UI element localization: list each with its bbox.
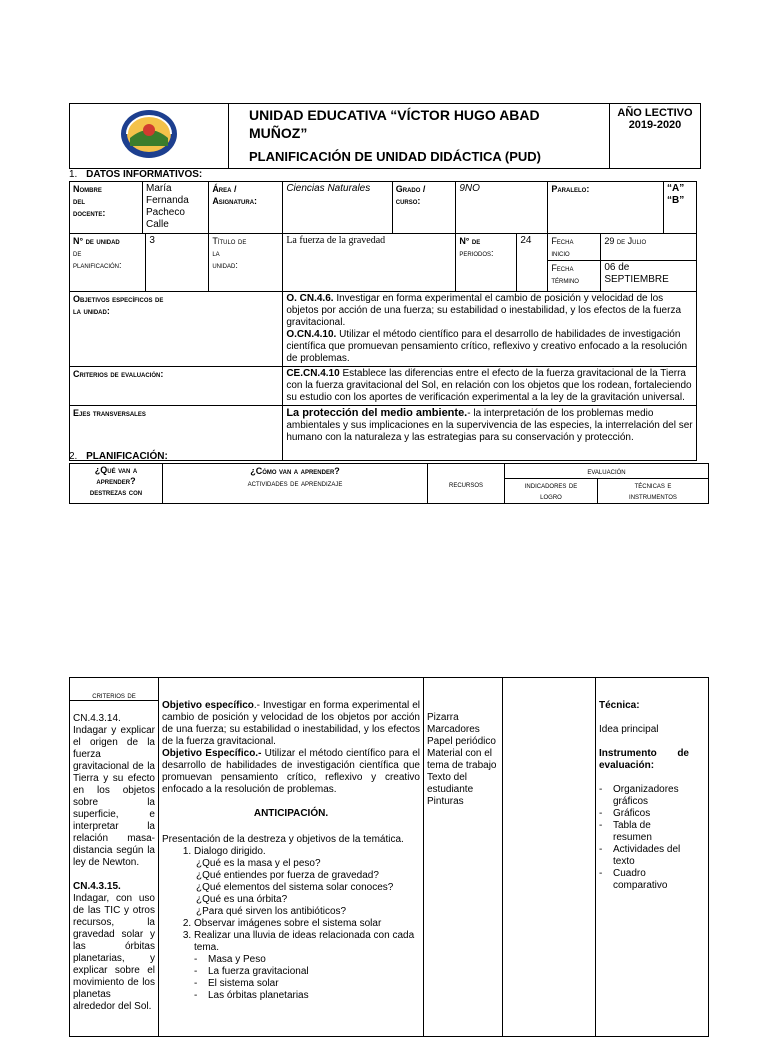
step-1: 1. Dialogo dirigido. ¿Qué es la masa y el peso? ¿Qué entiendes por fuerza de gravedad? ¿Qué elementos del sistema solar conoces? ¿Qué es una órbita? ¿Para qué sirven los antibióticos? — [194, 846, 420, 918]
instrument-label: Instrumento de evaluación: — [599, 748, 689, 771]
resources-cell: Pizarra Marcadores Papel periódico Material con el tema de trabajo Texto del estudiante Pinturas — [424, 678, 503, 1037]
school-logo-icon — [118, 108, 180, 160]
area-label: Área / Asignatura: — [209, 182, 283, 234]
topic-item: - Masa y Peso — [194, 954, 420, 966]
objective1-text: .- Investigar en forma experimental el cambio de posición y velocidad de los objetos por acción de una fuerza; su estabilidad o inestabilidad, y los efectos de la fuerza gravitacional. — [162, 700, 420, 747]
instrument-item: - Tabla de resumen — [599, 820, 689, 844]
skill2-text: Indagar, con uso de las TIC y otros recursos, la gravedad solar y las órbitas planetarias, y explicar sobre el movimiento de los planetas alrededor del Sol. — [73, 893, 155, 1012]
end-label: Fecha término — [548, 261, 601, 291]
steps-list — [162, 846, 420, 1002]
document-title: PLANIFICACIÓN DE UNIDAD DIDÁCTICA (PUD) — [249, 149, 542, 164]
indicators-cell — [503, 678, 596, 1037]
question-item: ¿Qué entiendes por fuerza de gravedad? — [196, 870, 379, 881]
question-item: ¿Qué es la masa y el peso? — [196, 858, 321, 869]
periods-value: 24 — [517, 234, 548, 292]
technique-label: Técnica: — [599, 700, 640, 711]
logo-cell — [70, 104, 229, 169]
skills-cell — [70, 678, 159, 1037]
grade-value: 9NO — [456, 182, 548, 234]
section2-title: 2. PLANIFICACIÓN: — [69, 451, 168, 462]
end-value: 06 de SEPTIEMBRE — [604, 262, 669, 285]
instrument-item: - Gráficos — [599, 808, 689, 820]
activities-table — [69, 677, 709, 1037]
axes-value: La protección del medio ambiente.- la interpretación de los problemas medio ambientales y sus implicaciones en la supervivencia de las especies, la interrelación del ser humano con la naturaleza y las estrategias para su conservación y protección. — [283, 406, 697, 461]
objectives-label: Objetivos específicos de la unidad: — [70, 292, 283, 367]
objective2-label: Objetivo Específico.- — [162, 748, 262, 759]
section1-title: 1. DATOS INFORMATIVOS: — [69, 169, 203, 180]
question-item: ¿Qué es una órbita? — [196, 894, 288, 905]
teacher-value: María Fernanda Pacheco Calle — [143, 182, 209, 234]
col-evaluation-header: evaluación — [505, 464, 709, 479]
col-how-header: ¿Cómo van a aprender? actividades de aprendizaje — [163, 464, 428, 504]
intro-text: Presentación de la destreza y objetivos de la temática. — [162, 834, 404, 845]
skill1-code: CN.4.3.14. — [73, 713, 121, 724]
col-what-header: ¿Qué van a aprender? destrezas con — [70, 464, 163, 504]
topic-item: - La fuerza gravitacional — [194, 966, 420, 978]
unit-number-label: N° de unidad de planificación: — [70, 234, 146, 292]
topic-item: - El sistema solar — [194, 978, 420, 990]
objectives-value: O. CN.4.6. Investigar en forma experimental el cambio de posición y velocidad de los objetos por acción de una fuerza; su estabilidad o inestabilidad, y los efectos de la fuerza gravitacional. O.CN.4.10. Utilizar el método científico para el desarrollo de habilidades de investigación científica que promuevan pensamiento crítico, reflexivo y creativo enfocado a la resolución de problemas. — [283, 292, 697, 367]
criteria-header: criterios de — [70, 678, 158, 701]
technique-value: Idea principal — [599, 724, 659, 735]
techniques-cell — [596, 678, 709, 1037]
instrument-item: - Cuadro comparativo — [599, 868, 689, 892]
unit-title-value: La fuerza de la gravedad — [283, 234, 456, 292]
year-value: 2019-2020 — [628, 119, 682, 131]
step-2: 2. Observar imágenes sobre el sistema solar — [194, 918, 420, 930]
periods-label: N° de periodos: — [456, 234, 517, 292]
criteria-label: Criterios de evaluación: — [70, 367, 283, 406]
instruments-list — [599, 784, 689, 892]
question-item: ¿Para qué sirven los antibióticos? — [196, 906, 347, 917]
skill2-code: CN.4.3.15. — [73, 881, 121, 892]
activities-cell — [159, 678, 424, 1037]
school-name: UNIDAD EDUCATIVA “VÍCTOR HUGO ABAD MUÑOZ” — [249, 107, 540, 141]
dates-cell — [548, 234, 697, 292]
info-table — [69, 181, 697, 461]
start-value: 29 de Julio — [601, 234, 696, 261]
question-item: ¿Qué elementos del sistema solar conoces? — [196, 882, 394, 893]
phase-title: ANTICIPACIÓN. — [253, 808, 329, 819]
teacher-label: Nombre del docente: — [70, 182, 143, 234]
axes-label: Ejes transversales — [70, 406, 283, 461]
objective2-text: Utilizar el método científico para el desarrollo de habilidades de investigación científica que promuevan pensamiento crítico, reflexivo y creativo enfocado a la resolución de problemas. — [162, 748, 420, 795]
planning-header-table — [69, 463, 709, 504]
parallel-label: Paralelo: — [548, 182, 664, 234]
instrument-item: - Actividades del texto — [599, 844, 689, 868]
year-cell — [610, 104, 701, 169]
header-table — [69, 103, 701, 169]
start-label: Fecha inicio — [548, 234, 601, 261]
col-indicators-header: indicadores de logro — [505, 479, 598, 504]
col-resources-header: recursos — [428, 464, 505, 504]
step-3: 3. Realizar una lluvia de ideas relacionada con cada tema. - Masa y Peso - La fuerza gravitacional - El sistema solar - Las órbitas planetarias — [194, 930, 420, 1002]
instrument-item: - Organizadores gráficos — [599, 784, 689, 808]
area-value: Ciencias Naturales — [283, 182, 392, 234]
criteria-value: CE.CN.4.10 Establece las diferencias entre el efecto de la fuerza gravitacional de la Tierra con la fuerza gravitacional del Sol, en relación con los objetos que los rodean, fortaleciendo su estudio con los aportes de verificación experimental a la ley de la gravitación universal. — [283, 367, 697, 406]
grade-label: Grado / curso: — [392, 182, 456, 234]
skill1-text: Indagar y explicar el origen de la fuerza gravitacional de la Tierra y su efecto en los objetos sobre la superficie, e interpretar la relación masa-distancia según la ley de Newton. — [73, 725, 155, 868]
year-label: AÑO LECTIVO — [617, 107, 693, 119]
unit-title-label: Título de la unidad: — [209, 234, 283, 292]
unit-number-value: 3 — [146, 234, 209, 292]
title-cell — [229, 104, 610, 169]
topic-item: - Las órbitas planetarias — [194, 990, 420, 1002]
parallel-value: “A” “B” — [664, 182, 697, 234]
col-techniques-header: técnicas e instrumentos — [598, 479, 709, 504]
objective1-label: Objetivo específico — [162, 700, 254, 711]
